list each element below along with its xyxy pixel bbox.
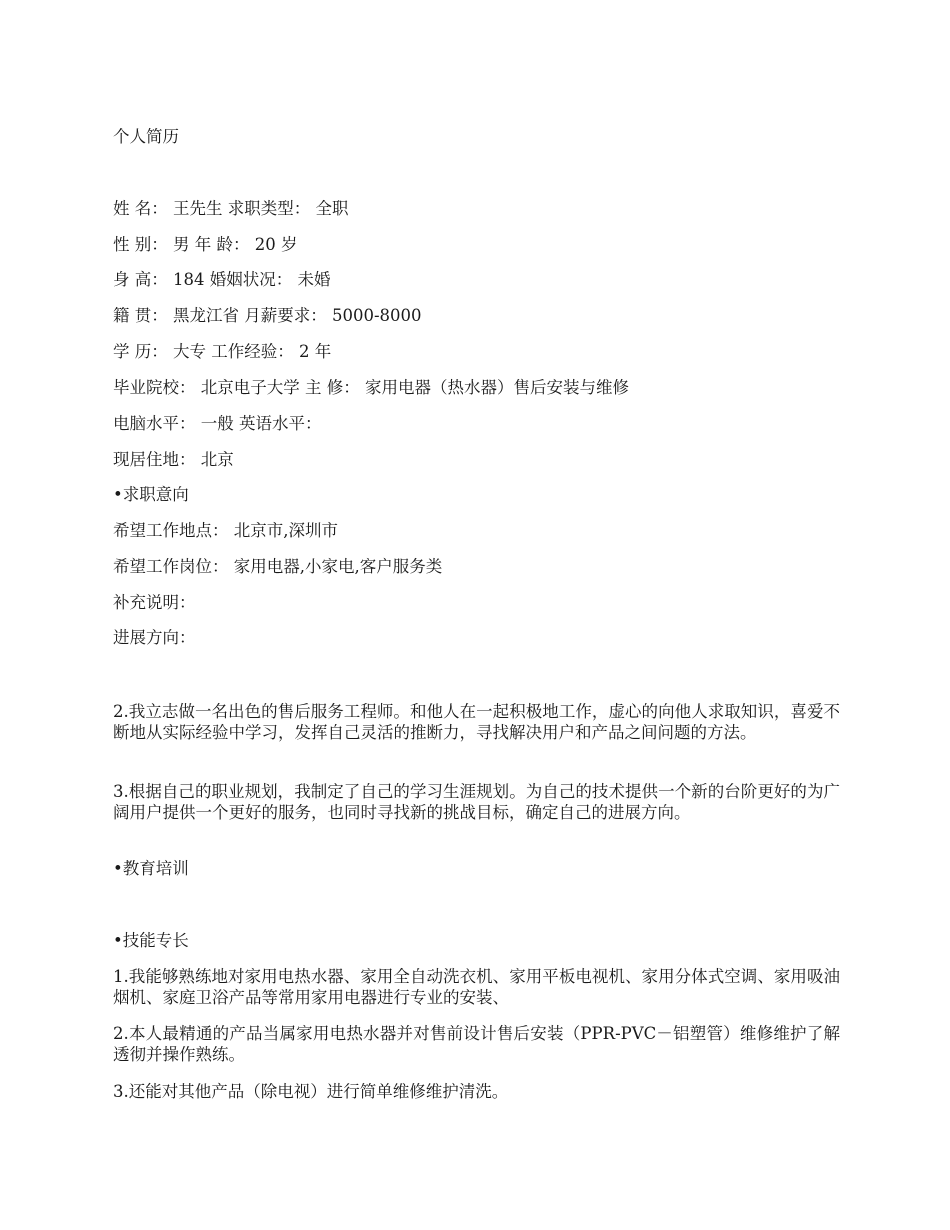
section-heading-skills: •技能专长 — [113, 931, 189, 950]
info-computer-line: 电脑水平： 一般 英语水平： — [113, 414, 322, 433]
intent-supplement-line: 补充说明： — [113, 593, 196, 612]
info-education-line: 学 历： 大专 工作经验： 2 年 — [113, 342, 332, 361]
resume-page — [113, 0, 840, 1230]
intent-direction-line: 进展方向： — [113, 628, 196, 647]
intent-location-line: 希望工作地点： 北京市,深圳市 — [113, 521, 338, 540]
info-name-line: 姓 名： 王先生 求职类型： 全职 — [113, 199, 349, 218]
skills-paragraph-1: 1.我能够熟练地对家用电热水器、家用全自动洗衣机、家用平板电视机、家用分体式空调、家用吸油烟机、家庭卫浴产品等常用家用电器进行专业的安装、 — [113, 967, 840, 1007]
section-heading-intent: •求职意向 — [113, 485, 189, 504]
intent-paragraph-2: 2.我立志做一名出色的售后服务工程师。和他人在一起积极地工作，虚心的向他人求取知识，喜爱不断地从实际经验中学习，发挥自己灵活的推断力，寻找解决用户和产品之间问题的方法。 — [113, 702, 840, 742]
info-height-line: 身 高： 184 婚姻状况： 未婚 — [113, 270, 331, 289]
info-school-line: 毕业院校： 北京电子大学 主 修： 家用电器（热水器）售后安装与维修 — [113, 378, 629, 397]
page-title: 个人简历 — [113, 127, 179, 146]
intent-position-line: 希望工作岗位： 家用电器,小家电,客户服务类 — [113, 557, 443, 576]
skills-paragraph-2: 2.本人最精通的产品当属家用电热水器并对售前设计售后安装（PPR-PVC－铝塑管）维修维护了解透彻并操作熟练。 — [113, 1024, 840, 1064]
intent-paragraph-3: 3.根据自己的职业规划，我制定了自己的学习生涯规划。为自己的技术提供一个新的台阶更好的为广阔用户提供一个更好的服务，也同时寻找新的挑战目标，确定自己的进展方向。 — [113, 782, 840, 822]
section-heading-education: •教育培训 — [113, 859, 189, 878]
info-residence-line: 现居住地： 北京 — [113, 450, 234, 469]
info-gender-line: 性 别： 男 年 龄： 20 岁 — [113, 235, 298, 254]
skills-paragraph-3: 3.还能对其他产品（除电视）进行简单维修维护清洗。 — [113, 1082, 509, 1101]
info-origin-line: 籍 贯： 黑龙江省 月薪要求： 5000-8000 — [113, 306, 422, 325]
